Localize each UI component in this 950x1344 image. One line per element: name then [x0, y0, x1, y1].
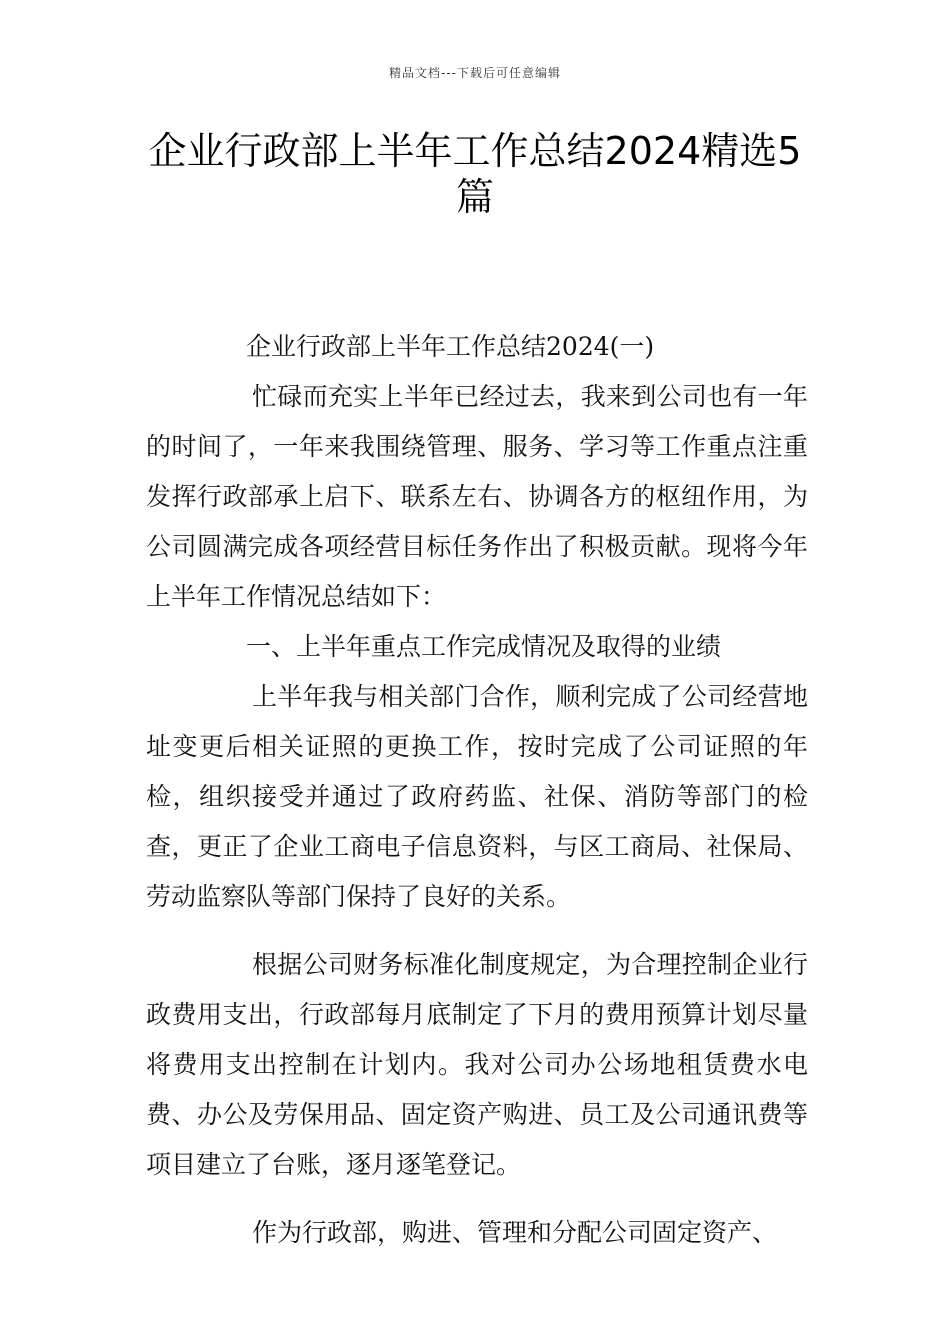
paragraph-4: 作为行政部，购进、管理和分配公司固定资产、	[252, 1218, 778, 1247]
section-heading-2: 一、上半年重点工作完成情况及取得的业绩	[246, 632, 722, 661]
document-title: 企业行政部上半年工作总结2024精选5篇	[148, 129, 802, 219]
section-heading-1: 企业行政部上半年工作总结2024(一)	[246, 332, 655, 361]
paragraph-2: 上半年我与相关部门合作，顺利完成了公司经营地址变更后相关证照的更换工作，按时完成了公司证照的年检，组织接受并通过了政府药监、社保、消防等部门的检查，更正了企业工商电子信息资料，与区工商局、社保局、劳动监察队等部门保持了良好的关系。	[146, 682, 808, 911]
paragraph-1: 忙碌而充实上半年已经过去，我来到公司也有一年的时间了，一年来我围绕管理、服务、学习等工作重点注重发挥行政部承上启下、联系左右、协调各方的枢纽作用，为公司圆满完成各项经营目标任务作出了积极贡献。现将今年上半年工作情况总结如下：	[146, 382, 808, 611]
paragraph-3: 根据公司财务标准化制度规定，为合理控制企业行政费用支出，行政部每月底制定了下月的费用预算计划尽量将费用支出控制在计划内。我对公司办公场地租赁费水电费、办公及劳保用品、固定资产购进、员工及公司通讯费等项目建立了台账，逐月逐笔登记。	[146, 950, 808, 1179]
document-body	[146, 322, 808, 1258]
header-note: 精品文档---下载后可任意编辑	[389, 66, 561, 80]
